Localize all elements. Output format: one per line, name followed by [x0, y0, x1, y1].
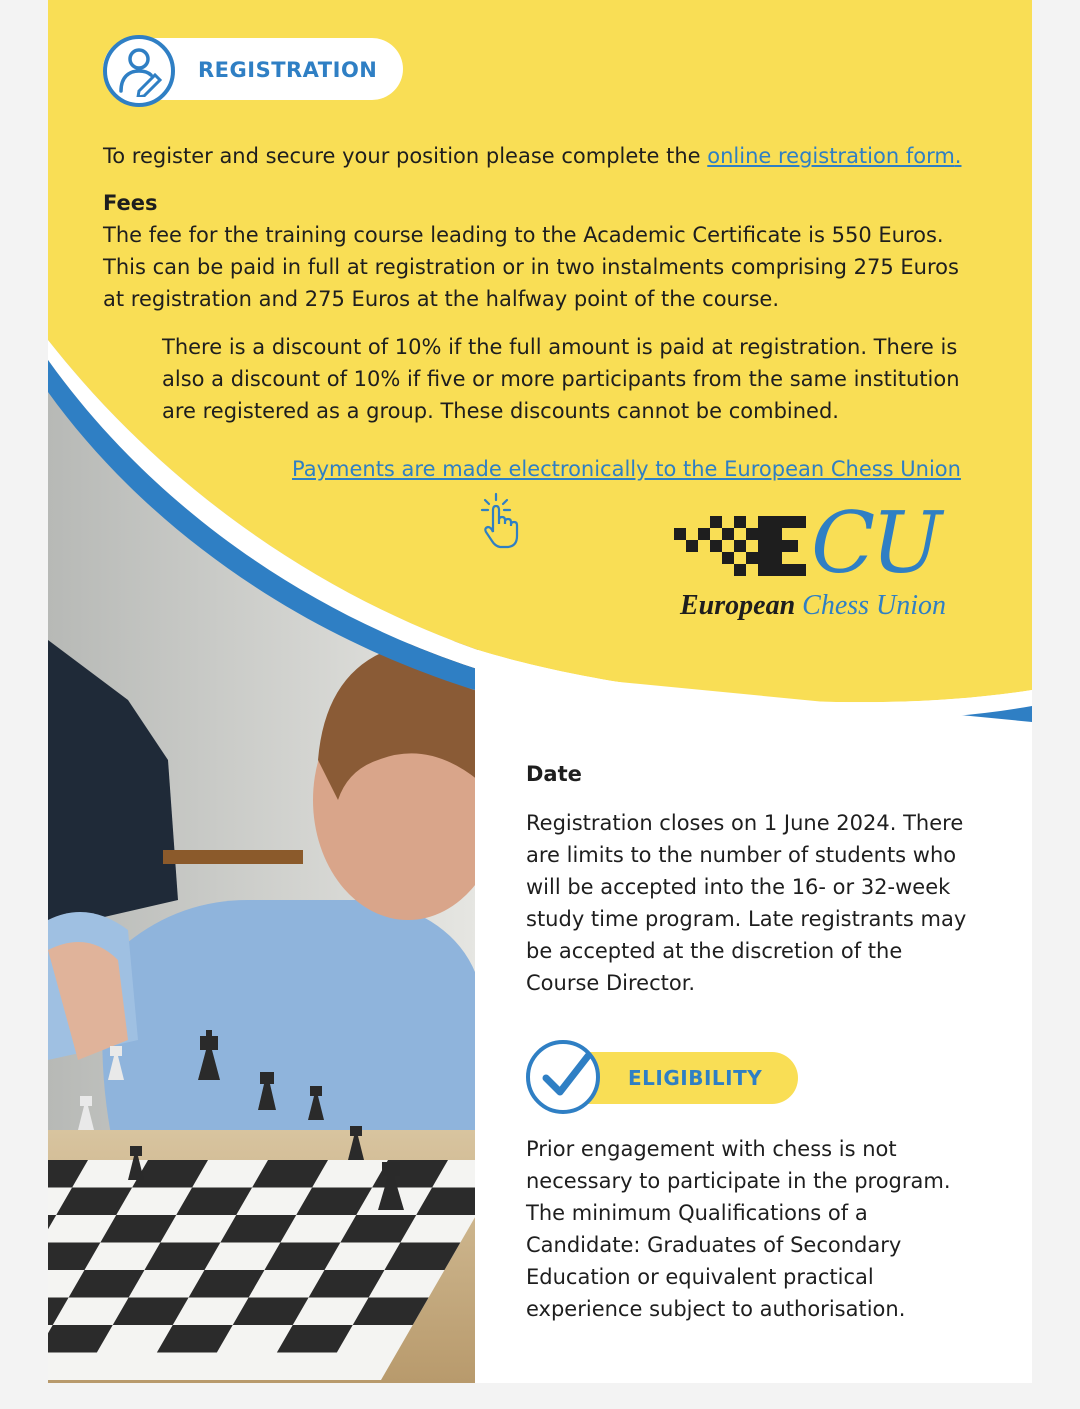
eligibility-line: experience subject to authorisation. — [526, 1297, 906, 1321]
registration-intro — [103, 140, 961, 172]
eligibility-badge-circle — [526, 1040, 600, 1114]
date-line: will be accepted into the 16- or 32-week — [526, 875, 951, 899]
eligibility-badge-label: ELIGIBILITY — [628, 1066, 763, 1090]
fees-line-2: This can be paid in full at registration or in two instalments comprising 275 Euros — [103, 255, 959, 279]
registration-intro-text: To register and secure your position please complete the — [103, 144, 708, 168]
payment-link[interactable]: Payments are made electronically to the European Chess Union — [292, 457, 961, 481]
registration-badge-label: REGISTRATION — [198, 58, 378, 82]
date-line: study time program. Late registrants may — [526, 907, 967, 931]
checkmark-icon — [534, 1046, 596, 1108]
registration-intro-end: . — [954, 144, 962, 168]
eligibility-line: Prior engagement with chess is not — [526, 1137, 897, 1161]
discount-line-1: There is a discount of 10% if the full amount is paid at registration. There is — [162, 335, 958, 359]
chessboard-logo-mark — [674, 514, 808, 584]
date-line: be accepted at the discretion of the — [526, 939, 903, 963]
ecu-logo-word-european: European — [680, 590, 796, 621]
date-heading: Date — [526, 762, 582, 786]
online-registration-form-link[interactable]: online registration form — [707, 144, 955, 168]
eligibility-line: Candidate: Graduates of Secondary — [526, 1233, 902, 1257]
ecu-logo-letters: CU — [811, 494, 939, 592]
date-line: Registration closes on 1 June 2024. There — [526, 811, 964, 835]
user-edit-icon — [117, 47, 163, 97]
registration-page — [48, 0, 1032, 1383]
eligibility-line: necessary to participate in the program. — [526, 1169, 951, 1193]
discount-line-2: also a discount of 10% if five or more participants from the same institution — [162, 367, 960, 391]
eligibility-line: The minimum Qualifications of a — [526, 1201, 868, 1225]
ecu-logo-name — [680, 590, 946, 622]
fees-heading: Fees — [103, 191, 158, 215]
date-line: Course Director. — [526, 971, 696, 995]
fees-line-3: at registration and 275 Euros at the halfway point of the course. — [103, 287, 780, 311]
discount-line-3: are registered as a group. These discounts cannot be combined. — [162, 399, 839, 423]
hand-pointer-icon[interactable] — [480, 492, 524, 550]
ecu-logo-word-chess-union: Chess Union — [802, 590, 947, 621]
fees-line-1: The fee for the training course leading to the Academic Certificate is 550 Euros. — [103, 223, 944, 247]
registration-badge-circle — [103, 35, 175, 107]
date-line: are limits to the number of students who — [526, 843, 957, 867]
eligibility-line: Education or equivalent practical — [526, 1265, 874, 1289]
ecu-logo — [674, 494, 974, 628]
